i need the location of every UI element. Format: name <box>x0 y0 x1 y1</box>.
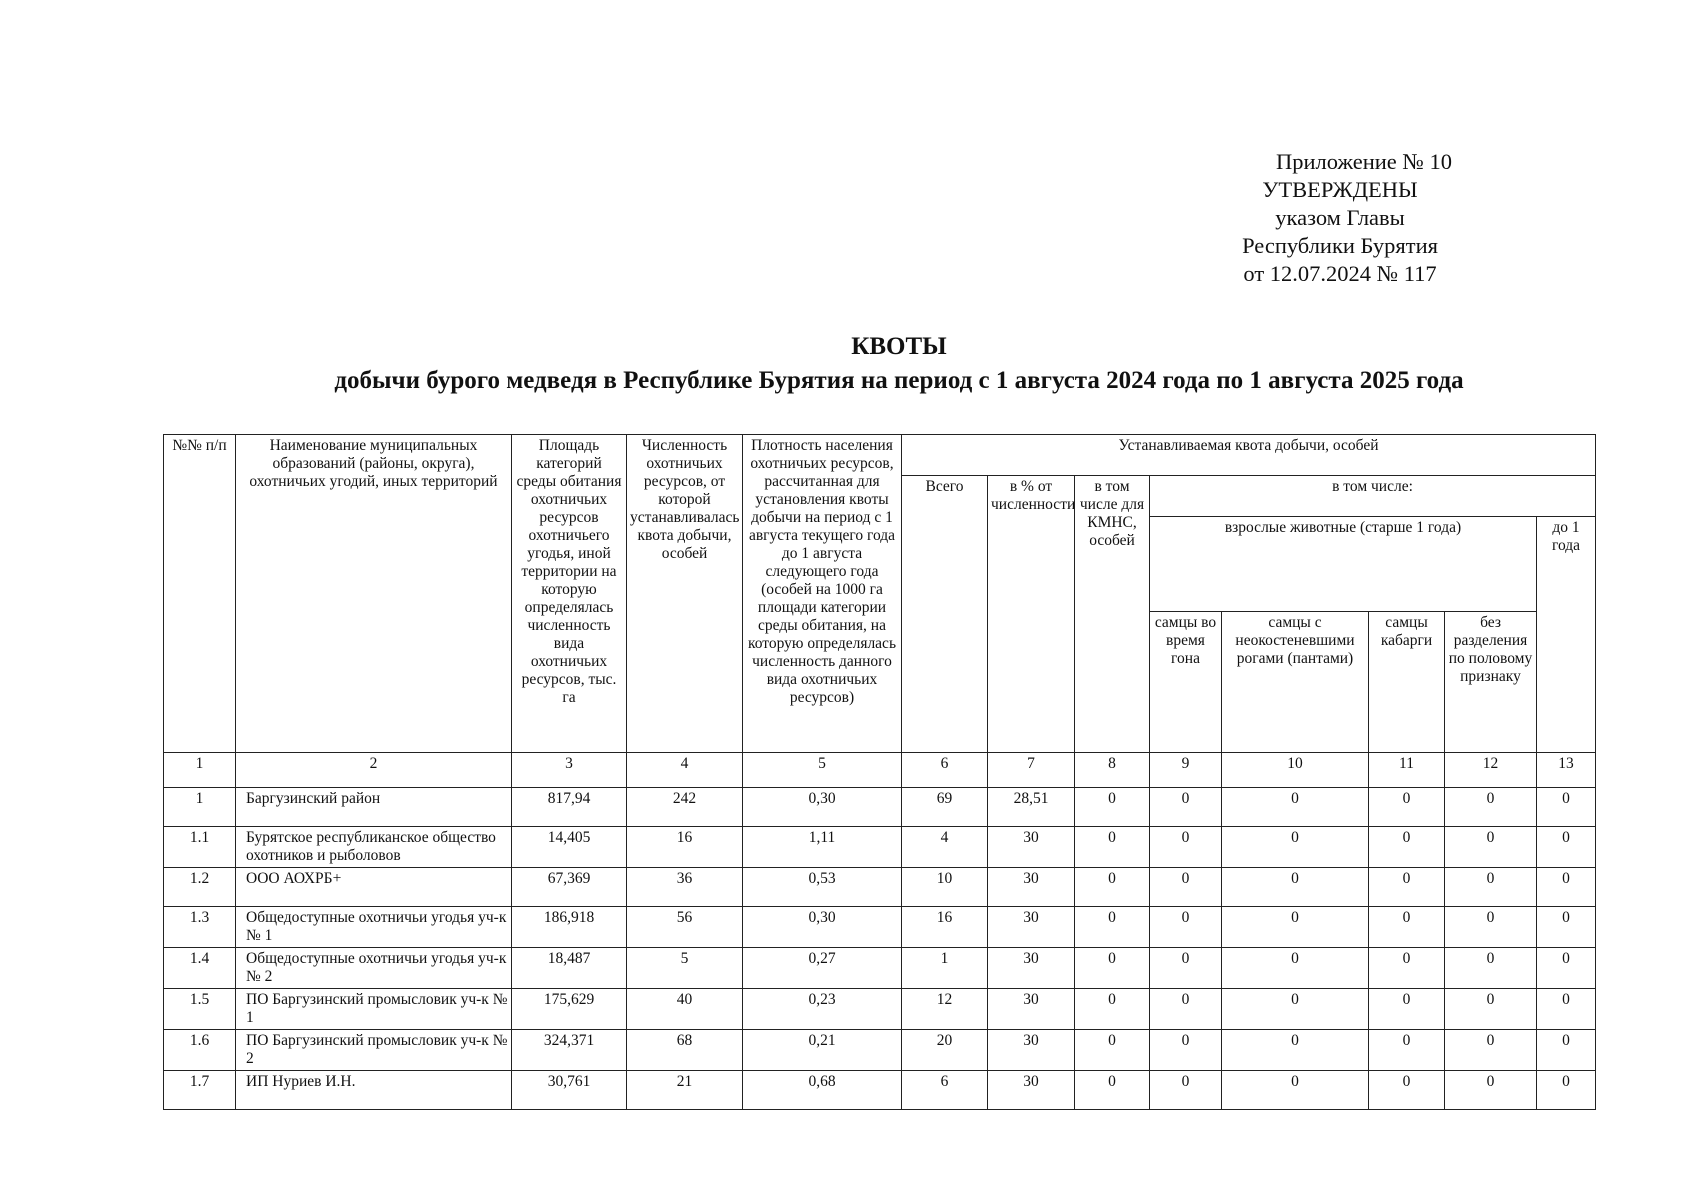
table-cell: 0 <box>1445 907 1537 948</box>
table-cell: 0 <box>1075 989 1150 1030</box>
column-number-row <box>164 753 1596 788</box>
table-cell: 0 <box>1369 907 1445 948</box>
table-cell: 1.6 <box>164 1030 236 1071</box>
header-males-antlers: самцы с неокостеневшими рогами (пантами) <box>1222 612 1369 753</box>
table-cell: 0 <box>1445 989 1537 1030</box>
header-quota: Устанавливаемая квота добычи, особей <box>902 435 1596 476</box>
table-cell: 1.7 <box>164 1071 236 1110</box>
table-cell: 0 <box>1445 868 1537 907</box>
annex-number: Приложение № 10 <box>1276 149 1452 174</box>
table-cell: 1 <box>164 788 236 827</box>
table-cell: 0 <box>1222 989 1369 1030</box>
table-cell: 0 <box>1537 948 1596 989</box>
table-cell: 0 <box>1369 868 1445 907</box>
table-cell: 1.5 <box>164 989 236 1030</box>
table-cell: 0 <box>1369 989 1445 1030</box>
column-number: 7 <box>988 753 1075 788</box>
table-cell: 1.2 <box>164 868 236 907</box>
column-number: 10 <box>1222 753 1369 788</box>
table-cell: 0 <box>1222 827 1369 868</box>
column-number: 6 <box>902 753 988 788</box>
territory-name-cell: ИП Нуриев И.Н. <box>236 1071 512 1110</box>
table-cell: 0 <box>1369 827 1445 868</box>
table-cell: 0 <box>1537 1071 1596 1110</box>
table-row <box>164 1030 1596 1071</box>
table-row <box>164 948 1596 989</box>
table-cell: 56 <box>627 907 743 948</box>
territory-name-cell: Бурятское республиканское общество охотников и рыболовов <box>236 827 512 868</box>
table-cell: 0 <box>1537 868 1596 907</box>
header-no: №№ п/п <box>164 435 236 753</box>
table-cell: 0 <box>1075 827 1150 868</box>
table-cell: 1,11 <box>743 827 902 868</box>
table-cell: 0 <box>1445 1071 1537 1110</box>
table-cell: 0 <box>1537 989 1596 1030</box>
title-line-1: КВОТЫ <box>851 333 947 360</box>
table-cell: 67,369 <box>512 868 627 907</box>
column-numbers <box>164 753 1596 788</box>
territory-name-cell: Общедоступные охотничьи угодья уч-к № 2 <box>236 948 512 989</box>
table-cell: 0 <box>1222 1071 1369 1110</box>
table-cell: 324,371 <box>512 1030 627 1071</box>
table-cell: 0 <box>1445 1030 1537 1071</box>
table-cell: 0,53 <box>743 868 902 907</box>
quota-table <box>163 434 1596 1110</box>
table-cell: 0 <box>1537 788 1596 827</box>
table-cell: 0 <box>1537 907 1596 948</box>
header-males-musk: самцы кабарги <box>1369 612 1445 753</box>
header-count: Численность охотничьих ресурсов, от которой устанавливалась квота добычи, особей <box>627 435 743 753</box>
header-name: Наименование муниципальных образований (районы, округа), охотничьих угодий, иных территорий <box>236 435 512 753</box>
territory-name-cell: ООО АОХРБ+ <box>236 868 512 907</box>
header-under-1: до 1 года <box>1537 517 1596 753</box>
approved-label: УТВЕРЖДЕНЫ <box>1262 177 1418 202</box>
table-cell: 175,629 <box>512 989 627 1030</box>
table-cell: 0 <box>1537 827 1596 868</box>
table-cell: 242 <box>627 788 743 827</box>
table-cell: 0 <box>1075 907 1150 948</box>
table-cell: 0 <box>1222 907 1369 948</box>
header-males-rut: самцы во время гона <box>1150 612 1222 753</box>
table-cell: 0 <box>1445 827 1537 868</box>
territory-name-cell: Общедоступные охотничьи угодья уч-к № 1 <box>236 907 512 948</box>
table-cell: 0 <box>1075 1030 1150 1071</box>
table-cell: 12 <box>902 989 988 1030</box>
approved-by: указом Главы <box>1275 205 1405 230</box>
table-row <box>164 989 1596 1030</box>
table-cell: 0 <box>1075 788 1150 827</box>
table-row <box>164 907 1596 948</box>
table-cell: 0 <box>1075 948 1150 989</box>
approved-republic: Республики Бурятия <box>1242 233 1438 258</box>
column-number: 3 <box>512 753 627 788</box>
table-cell: 0 <box>1222 788 1369 827</box>
table-cell: 14,405 <box>512 827 627 868</box>
header-area: Площадь категорий среды обитания охотничьих ресурсов охотничьего угодья, иной территории на которую определялась численность вида охотничьих ресурсов, тыс. га <box>512 435 627 753</box>
table-cell: 5 <box>627 948 743 989</box>
table-cell: 30 <box>988 827 1075 868</box>
column-number: 11 <box>1369 753 1445 788</box>
table-cell: 0 <box>1075 1071 1150 1110</box>
column-number: 12 <box>1445 753 1537 788</box>
table-cell: 69 <box>902 788 988 827</box>
table-cell: 0 <box>1150 868 1222 907</box>
table-cell: 30,761 <box>512 1071 627 1110</box>
table-cell: 28,51 <box>988 788 1075 827</box>
header-including: в том числе: <box>1150 476 1596 517</box>
table-cell: 30 <box>988 1071 1075 1110</box>
table-cell: 0 <box>1222 948 1369 989</box>
table-cell: 0 <box>1150 827 1222 868</box>
document-title <box>160 330 1638 398</box>
table-cell: 1 <box>902 948 988 989</box>
table-cell: 0 <box>1150 788 1222 827</box>
table-cell: 0 <box>1150 989 1222 1030</box>
table-cell: 0 <box>1369 788 1445 827</box>
table-cell: 0,21 <box>743 1030 902 1071</box>
table-cell: 0,68 <box>743 1071 902 1110</box>
table-cell: 0,30 <box>743 907 902 948</box>
table-cell: 6 <box>902 1071 988 1110</box>
table-row <box>164 788 1596 827</box>
territory-name-cell: ПО Баргузинский промысловик уч-к № 2 <box>236 1030 512 1071</box>
table-cell: 0 <box>1150 1071 1222 1110</box>
table-cell: 0 <box>1369 1030 1445 1071</box>
header-total: Всего <box>902 476 988 753</box>
table-cell: 0 <box>1369 1071 1445 1110</box>
column-number: 13 <box>1537 753 1596 788</box>
table-cell: 0 <box>1075 868 1150 907</box>
table-cell: 0 <box>1150 907 1222 948</box>
table-cell: 21 <box>627 1071 743 1110</box>
column-number: 2 <box>236 753 512 788</box>
table-cell: 10 <box>902 868 988 907</box>
table-cell: 1.1 <box>164 827 236 868</box>
table-cell: 20 <box>902 1030 988 1071</box>
territory-name-cell: ПО Баргузинский промысловик уч-к № 1 <box>236 989 512 1030</box>
header-no-sex: без разделения по половому признаку <box>1445 612 1537 753</box>
table-cell: 0,23 <box>743 989 902 1030</box>
header-density: Плотность населения охотничьих ресурсов, рассчитанная для установления квоты добычи на период с 1 августа текущего года до 1 августа следующего года (особей на 1000 га площади категории среды обитания, на которую определялась численность данного вида охотничьих ресурсов) <box>743 435 902 753</box>
column-number: 8 <box>1075 753 1150 788</box>
table-cell: 0 <box>1222 868 1369 907</box>
column-number: 9 <box>1150 753 1222 788</box>
column-number: 1 <box>164 753 236 788</box>
column-number: 5 <box>743 753 902 788</box>
table-cell: 0 <box>1369 948 1445 989</box>
table-cell: 0 <box>1445 948 1537 989</box>
table-row <box>164 1071 1596 1110</box>
header-adults: взрослые животные (старше 1 года) <box>1150 517 1537 612</box>
table-cell: 0,27 <box>743 948 902 989</box>
header-kmns: в том числе для КМНС, особей <box>1075 476 1150 753</box>
table-cell: 0 <box>1537 1030 1596 1071</box>
table-cell: 4 <box>902 827 988 868</box>
territory-name-cell: Баргузинский район <box>236 788 512 827</box>
table-cell: 36 <box>627 868 743 907</box>
approval-date: от 12.07.2024 № 117 <box>1243 261 1437 286</box>
table-cell: 30 <box>988 868 1075 907</box>
column-number: 4 <box>627 753 743 788</box>
table-cell: 16 <box>902 907 988 948</box>
table-cell: 0 <box>1150 1030 1222 1071</box>
title-line-2: добычи бурого медведя в Республике Бурятия на период с 1 августа 2024 года по 1 августа 2025 года <box>334 367 1464 394</box>
table-cell: 18,487 <box>512 948 627 989</box>
table-cell: 0,30 <box>743 788 902 827</box>
table-cell: 30 <box>988 948 1075 989</box>
table-cell: 68 <box>627 1030 743 1071</box>
table-cell: 0 <box>1222 1030 1369 1071</box>
table-cell: 16 <box>627 827 743 868</box>
table-cell: 0 <box>1445 788 1537 827</box>
table-cell: 30 <box>988 989 1075 1030</box>
table-cell: 30 <box>988 907 1075 948</box>
table-cell: 0 <box>1150 948 1222 989</box>
header-percent: в % от численности <box>988 476 1075 753</box>
table-cell: 817,94 <box>512 788 627 827</box>
table-cell: 1.4 <box>164 948 236 989</box>
approval-block <box>1242 148 1452 288</box>
table-row <box>164 868 1596 907</box>
table-body <box>164 788 1596 1110</box>
table-cell: 30 <box>988 1030 1075 1071</box>
table-cell: 1.3 <box>164 907 236 948</box>
table-cell: 186,918 <box>512 907 627 948</box>
table-cell: 40 <box>627 989 743 1030</box>
table-row <box>164 827 1596 868</box>
